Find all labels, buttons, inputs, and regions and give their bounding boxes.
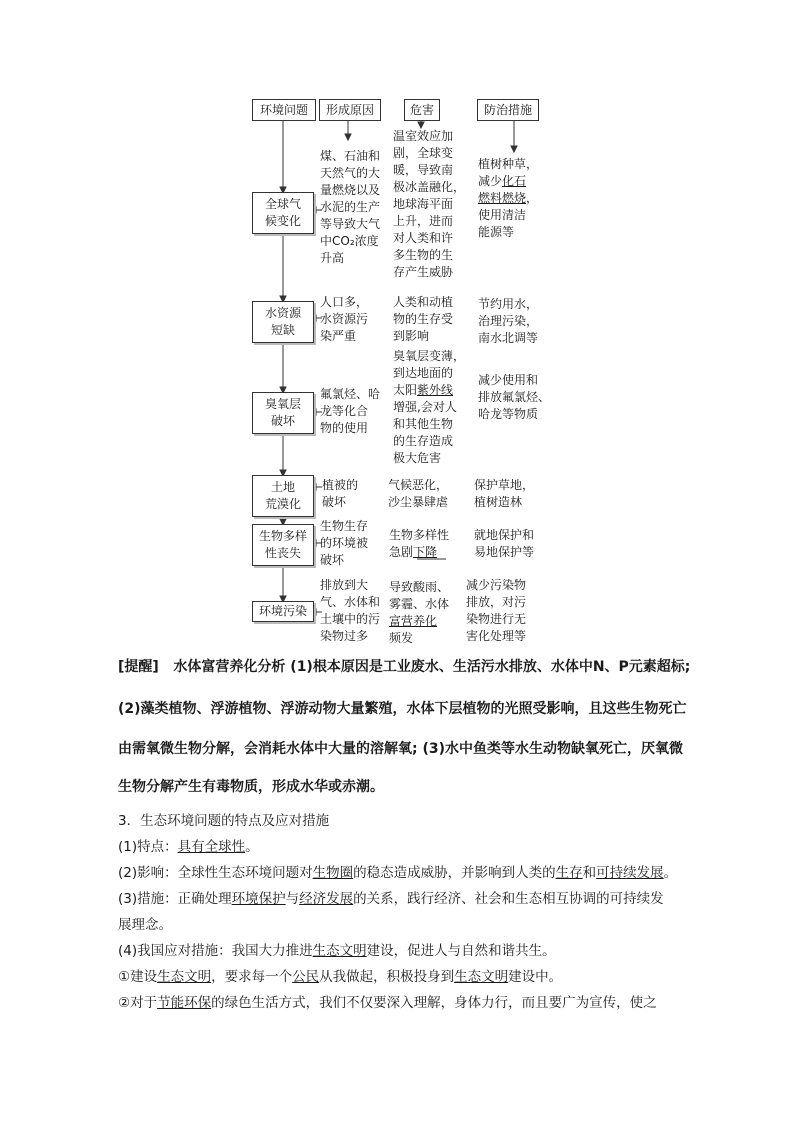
harm-underline: 富营养化 <box>389 614 438 628</box>
impact-line <box>118 862 688 884</box>
underlined-term: 经济发展 <box>299 891 354 907</box>
harm-text: 导致酸雨、 雾霾、水体 <box>389 580 450 611</box>
harm-text: 增强,会对人 和其他生物 的生存造成 极大危害 <box>393 400 457 465</box>
header-harm: 危害 <box>404 99 440 121</box>
problem-biodiversity-loss: 生物多样 性丧失 <box>252 524 314 566</box>
text: 的关系，践行经济、社会和生态相互协调的可持续发 <box>353 891 664 907</box>
cause-biodiversity-loss: 生物生存 的环境被 破坏 <box>320 519 369 567</box>
tip-line-2: (2)藻类植物、浮游植物、浮游动物大量繁殖，水体下层植物的光照受影响，且这些生物死亡 <box>118 701 687 717</box>
text: 的稳态造成威胁，并影响到人类的 <box>353 865 556 881</box>
tip-text: 水体富营养化分析 (1)根本原因是工业废水、生活污水排放、水体中N、P元素超标; <box>173 659 691 675</box>
tip-line-3: 由需氧微生物分解，会消耗水体中大量的溶解氧; (3)水中鱼类等水生动物缺氧死亡，厌氧微 <box>118 741 684 757</box>
underlined-term: 环境保护 <box>231 891 286 907</box>
harm-water-shortage: 人类和动植 物的生存受 到影响 <box>393 295 454 343</box>
header-measure: 防治措施 <box>477 99 539 121</box>
harm-biodiversity-loss <box>389 527 449 561</box>
text: ①建设 <box>118 969 158 985</box>
measure-climate-change <box>478 156 538 241</box>
harm-text: 生物多样性 急剧 <box>389 528 450 559</box>
ecological-civilization-line <box>118 966 688 988</box>
measure-text: ， 使用清洁 能源等 <box>478 191 539 239</box>
cause-environmental-pollution: 排放到大 气、水体和 土壤中的污 染物过多 <box>320 578 381 643</box>
harm-environmental-pollution <box>389 579 449 647</box>
text: (1)特点： <box>118 839 178 855</box>
measure-ozone-depletion: 减少使用和 排放氟氯烃、 哈龙等物质 <box>478 373 551 421</box>
underlined-term: 可持续发展 <box>596 865 664 881</box>
problem-water-shortage: 水资源 短缺 <box>252 301 314 343</box>
feature-line <box>118 836 688 858</box>
text: 从我做起，积极投身到 <box>319 969 455 985</box>
harm-ozone-depletion <box>393 348 465 467</box>
cause-desertification: 植被的 破坏 <box>322 478 359 509</box>
text: (2)影响：全球性生态环境问题对 <box>118 865 313 881</box>
problem-desertification: 土地 荒漠化 <box>252 475 314 517</box>
measure-underline: 燃料燃烧 <box>478 191 527 205</box>
text: 建设，促进人与自然和谐共生。 <box>366 943 556 959</box>
text: 。 <box>663 865 678 881</box>
underlined-term: 公民 <box>292 969 320 985</box>
measure-desertification: 保护草地， 植树造林 <box>474 478 535 509</box>
green-lifestyle-line <box>118 992 688 1014</box>
measure-water-shortage: 节约用水， 治理污染， 南水北调等 <box>478 297 539 345</box>
measure-line-cont: 展理念。 <box>118 917 172 933</box>
header-problem: 环境问题 <box>252 99 316 121</box>
underlined-term: 生态文明 <box>454 969 509 985</box>
cause-water-shortage: 人口多， 水资源污 染严重 <box>320 295 369 343</box>
harm-underline: 紫外线 <box>417 383 454 397</box>
harm-text: 频发 <box>389 631 414 645</box>
measure-underline: 化石 <box>502 174 527 188</box>
measure-line <box>118 888 688 910</box>
tip-line-1 <box>118 656 690 676</box>
text: (4)我国应对措施：我国大力推进 <box>118 943 313 959</box>
harm-underline: 下降 <box>413 545 438 559</box>
text: ②对于 <box>118 995 158 1011</box>
text: ，要求每一个 <box>211 969 293 985</box>
underlined-term: 生态文明 <box>157 969 212 985</box>
tip-line-4: 生物分解产生有毒物质，形成水华或赤潮。 <box>118 779 384 795</box>
measure-text: 植树种草， 减少 <box>478 157 539 188</box>
harm-text: 臭氧层变薄， 到达地面的 太阳 <box>393 349 466 397</box>
text: 建设中。 <box>508 969 563 985</box>
section-title: 3．生态环境问题的特点及应对措施 <box>118 813 330 829</box>
underlined-term: 生物圈 <box>312 865 354 881</box>
china-measure-line <box>118 940 688 962</box>
text: 与 <box>285 891 300 907</box>
harm-desertification: 气候恶化， 沙尘暴肆虐 <box>388 478 449 509</box>
text: (3)措施：正确处理 <box>118 891 232 907</box>
cause-climate-change: 煤、石油和 天然气的大 量燃烧以及 水泥的生产 等导致大气 中CO₂浓度 升高 <box>320 149 381 265</box>
problem-climate-change: 全球气 候变化 <box>252 192 314 234</box>
underlined-term: 生存 <box>555 865 583 881</box>
text: 的绿色生活方式，我们不仅要深入理解，身体力行，而且要广为宣传，使之 <box>211 995 657 1011</box>
tip-label: [提醒] <box>118 659 159 675</box>
underlined-term: 具有全球性 <box>177 839 246 855</box>
measure-biodiversity-loss: 就地保护和 易地保护等 <box>474 528 535 559</box>
underlined-term: 生态文明 <box>312 943 367 959</box>
problem-environmental-pollution: 环境污染 <box>252 601 314 622</box>
cause-ozone-depletion: 氟氯烃、哈 龙等化合 物的使用 <box>320 387 381 435</box>
text: 和 <box>582 865 597 881</box>
header-cause: 形成原因 <box>319 99 381 121</box>
measure-environmental-pollution: 减少污染物 排放，对污 染物进行无 害化处理等 <box>466 578 527 643</box>
text: 。 <box>245 839 259 855</box>
underlined-term: 节能环保 <box>157 995 212 1011</box>
problem-ozone-depletion: 臭氧层 破坏 <box>252 392 314 434</box>
harm-climate-change: 温室效应加 剧，全球变 暖，导致南 极冰盖融化， 地球海平面 上升，进而 对人类和许 多生物的生 存产生威胁 <box>393 129 466 279</box>
